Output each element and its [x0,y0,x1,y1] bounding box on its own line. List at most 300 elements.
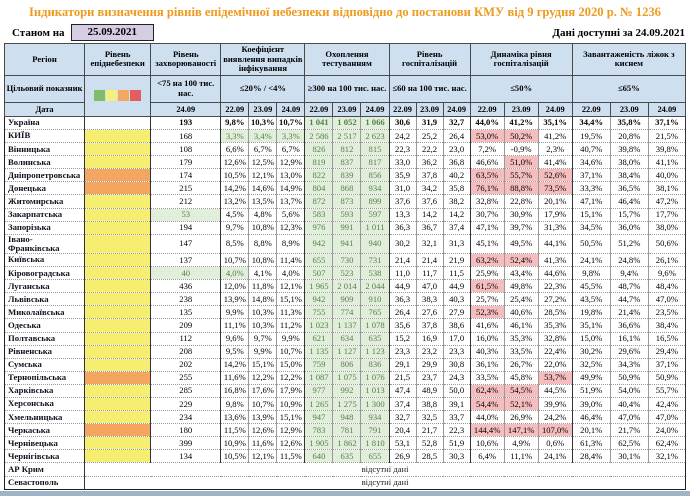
hospitalization-level-value: 30,3 [443,450,470,463]
hospitalization-level-value: 31,3 [443,234,470,253]
hospitalization-dynamics-value: 46,1% [504,319,538,332]
table-row [5,463,686,476]
hospitalization-dynamics-value: 6,4% [470,450,504,463]
oxygen-beds-value: 47,0% [648,293,685,306]
testing-value: 1 137 [333,319,361,332]
oxygen-beds-value: 40,7% [572,143,610,156]
hospitalization-dynamics-value: 50,2% [504,129,538,142]
testing-value: 621 [305,332,333,345]
oxygen-beds-value: 16,1% [610,332,648,345]
table-row [5,319,686,332]
testing-value: 2 623 [361,129,389,142]
region-name: Севастополь [5,476,85,489]
hospitalization-dynamics-value: 32,8% [470,195,504,208]
detection-coef-value: 10,3% [249,116,277,129]
detection-coef-value: 9,9% [277,332,305,345]
oxygen-beds-value: 46,4% [610,195,648,208]
detection-coef-value: 10,8% [249,253,277,266]
hospitalization-level-value: 24,3 [443,371,470,384]
detection-coef-value: 11,2% [277,319,305,332]
table-row [5,182,686,195]
detection-coef-value: 3,3% [277,129,305,142]
incidence-value: 134 [151,450,221,463]
incidence-value: 215 [151,182,221,195]
detection-coef-value: 12,5% [249,156,277,169]
hospitalization-level-value: 21,7 [416,424,443,437]
hospitalization-dynamics-value: 30,7% [470,208,504,221]
detection-coef-value: 10,8% [249,221,277,234]
region-name: Івано-Франківська [5,234,85,253]
detection-coef-value: 15,1% [277,293,305,306]
region-name: Житомирська [5,195,85,208]
detection-coef-value: 10,5% [221,169,249,182]
date-header-cell: 22.09 [470,102,504,116]
epidemic-level-cell [85,358,151,371]
no-data-cell: відсутні дані [85,476,686,489]
incidence-value: 436 [151,280,221,293]
group-header-detection-coef: Коефіцієнт виявлення випадків інфікування [221,44,305,76]
oxygen-beds-value: 38,0% [648,221,685,234]
testing-value: 1 275 [333,398,361,411]
oxygen-beds-value: 35,8% [610,116,648,129]
hospitalization-level-value: 40,2 [443,169,470,182]
table-row [5,293,686,306]
epidemic-level-cell [85,319,151,332]
date-header-cell: 23.09 [610,102,648,116]
table-row [5,234,686,253]
region-name: Запорізька [5,221,85,234]
hospitalization-dynamics-value: 73,5% [538,182,572,195]
testing-value: 934 [361,411,389,424]
testing-value: 634 [333,332,361,345]
hospitalization-level-value: 36,3 [389,293,416,306]
epidemic-level-cell [85,411,151,424]
detection-coef-value: 12,3% [277,221,305,234]
testing-value: 822 [305,169,333,182]
hospitalization-level-value: 36,3 [389,221,416,234]
hospitalization-dynamics-value: 44,5% [538,384,572,397]
region-name: Тернопільська [5,371,85,384]
detection-coef-value: 6,7% [277,143,305,156]
oxygen-beds-value: 54,0% [610,384,648,397]
detection-coef-value: 10,7% [249,398,277,411]
incidence-value: 399 [151,437,221,450]
hospitalization-level-value: 36,7 [416,221,443,234]
hospitalization-dynamics-value: 39,9% [538,398,572,411]
incidence-value: 212 [151,195,221,208]
region-name: Кіровоградська [5,267,85,280]
oxygen-beds-value: 15,7% [610,208,648,221]
incidence-value: 108 [151,143,221,156]
table-body [5,116,686,489]
hospitalization-dynamics-value: 88,8% [504,182,538,195]
detection-coef-value: 12,9% [277,424,305,437]
testing-value: 942 [305,234,333,253]
oxygen-beds-value: 29,6% [610,345,648,358]
detection-coef-value: 9,8% [221,398,249,411]
hospitalization-level-value: 36,2 [416,156,443,169]
oxygen-beds-value: 34,4% [572,116,610,129]
hospitalization-level-value: 38,8 [416,398,443,411]
testing-value: 640 [305,450,333,463]
target-row-header: Цільовий показник [5,75,85,102]
hospitalization-level-value: 29,1 [389,358,416,371]
hospitalization-level-value: 35,6 [389,319,416,332]
table-row [5,208,686,221]
hospitalization-level-value: 47,0 [416,280,443,293]
hospitalization-level-value: 21,9 [443,253,470,266]
testing-value: 812 [333,143,361,156]
oxygen-beds-value: 40,4% [610,398,648,411]
oxygen-beds-value: 21,4% [610,306,648,319]
hospitalization-dynamics-value: 10,6% [470,437,504,450]
oxygen-beds-value: 15,0% [572,332,610,345]
group-header-hospitalization-level: Рівень госпіталізацій [389,44,470,76]
hospitalization-level-value: 30,8 [443,358,470,371]
oxygen-beds-value: 47,1% [572,195,610,208]
region-name: Миколаївська [5,306,85,319]
testing-value: 781 [333,424,361,437]
oxygen-beds-value: 62,5% [610,437,648,450]
epidemic-level-header: Рівень епіднебезпеки [85,44,151,76]
oxygen-beds-value: 9,4% [610,267,648,280]
hospitalization-level-value: 28,5 [416,450,443,463]
detection-coef-value: 10,9% [277,398,305,411]
oxygen-beds-value: 48,4% [648,280,685,293]
oxygen-beds-value: 38,4% [648,319,685,332]
detection-coef-value: 8,8% [249,234,277,253]
detection-coef-value: 10,3% [249,319,277,332]
hospitalization-level-value: 37,4 [389,398,416,411]
oxygen-beds-value: 41,1% [648,156,685,169]
oxygen-beds-value: 9,8% [572,267,610,280]
table-row [5,116,686,129]
table-row [5,267,686,280]
oxygen-beds-value: 50,9% [610,371,648,384]
incidence-value: 238 [151,293,221,306]
hospitalization-level-value: 52,8 [416,437,443,450]
hospitalization-dynamics-value: 41,2% [504,116,538,129]
testing-value: 1 013 [361,384,389,397]
oxygen-beds-value: 9,6% [648,267,685,280]
testing-value: 1 862 [333,437,361,450]
detection-coef-value: 11,4% [277,253,305,266]
testing-value: 1 076 [361,371,389,384]
oxygen-beds-value: 44,7% [610,293,648,306]
testing-value: 1 078 [361,319,389,332]
oxygen-beds-value: 50,6% [648,234,685,253]
detection-coef-value: 13,2% [221,195,249,208]
oxygen-beds-value: 50,9% [648,371,685,384]
incidence-value: 193 [151,116,221,129]
detection-coef-value: 12,2% [277,371,305,384]
oxygen-beds-value: 34,6% [572,156,610,169]
testing-value: 1 265 [305,398,333,411]
testing-value: 899 [361,195,389,208]
oxygen-beds-value: 39,8% [610,143,648,156]
detection-coef-value: 12,1% [249,450,277,463]
testing-value: 817 [361,156,389,169]
region-name: Хмельницька [5,411,85,424]
hospitalization-level-value: 14,2 [416,208,443,221]
hospitalization-dynamics-value: 35,3% [504,332,538,345]
oxygen-beds-value: 45,5% [572,280,610,293]
detection-coef-value: 14,6% [249,182,277,195]
table-row [5,253,686,266]
detection-coef-value: 8,9% [277,234,305,253]
table-row [5,195,686,208]
detection-coef-value: 10,3% [249,306,277,319]
epidemic-level-cell [85,280,151,293]
epidemic-level-cell [85,234,151,253]
epidemic-level-cell [85,267,151,280]
region-name: Вінницька [5,143,85,156]
hospitalization-dynamics-value: 35,3% [538,319,572,332]
detection-coef-value: 12,6% [221,156,249,169]
hospitalization-dynamics-value: 40,6% [504,306,538,319]
testing-value: 774 [333,306,361,319]
oxygen-beds-value: 36,0% [610,221,648,234]
epidemic-level-cell [85,143,151,156]
hospitalization-level-value: 53,1 [389,437,416,450]
detection-coef-value: 11,5% [277,450,305,463]
hospitalization-level-value: 23,3 [443,345,470,358]
hospitalization-level-value: 22,2 [416,143,443,156]
detection-coef-value: 4,8% [249,208,277,221]
detection-coef-value: 11,6% [221,371,249,384]
oxygen-beds-value: 39,8% [648,143,685,156]
testing-value: 1 127 [333,345,361,358]
hospitalization-level-value: 37,8 [416,319,443,332]
oxygen-beds-value: 43,5% [572,293,610,306]
hospitalization-dynamics-value: 16,0% [470,332,504,345]
region-name: Львівська [5,293,85,306]
oxygen-beds-value: 24,8% [610,253,648,266]
region-name: Полтавська [5,332,85,345]
table-row [5,156,686,169]
oxygen-beds-value: 19,8% [572,306,610,319]
hospitalization-dynamics-value: 49,8% [504,280,538,293]
oxygen-beds-value: 35,1% [572,319,610,332]
detection-coef-value: 9,8% [221,116,249,129]
testing-value: 868 [333,182,361,195]
testing-value: 872 [305,195,333,208]
testing-value: 2 014 [333,280,361,293]
epidemic-level-cell [85,221,151,234]
testing-value: 947 [305,411,333,424]
hospitalization-dynamics-value: 41,4% [538,156,572,169]
hospitalization-dynamics-value: 22,4% [538,345,572,358]
table-row [5,411,686,424]
region-name: Київська [5,253,85,266]
hospitalization-dynamics-value: 63,5% [470,169,504,182]
oxygen-beds-value: 32,5% [572,358,610,371]
epidemic-level-cell [85,371,151,384]
oxygen-beds-value: 23,5% [648,306,685,319]
hospitalization-dynamics-value: 41,6% [470,319,504,332]
oxygen-beds-value: 38,1% [648,182,685,195]
detection-coef-value: 13,0% [277,169,305,182]
incidence-value: 194 [151,221,221,234]
incidence-value: 255 [151,371,221,384]
hospitalization-level-value: 30,2 [389,234,416,253]
table-row [5,437,686,450]
incidence-value: 208 [151,345,221,358]
detection-coef-value: 12,2% [249,371,277,384]
hospitalization-level-value: 39,1 [443,398,470,411]
hospitalization-level-value: 26,4 [389,306,416,319]
date-header-cell: 23.09 [333,102,361,116]
detection-coef-value: 10,7% [221,253,249,266]
detection-coef-value: 12,1% [277,280,305,293]
target-incidence: <75 на 100 тис. нас. [151,75,221,102]
incidence-value: 174 [151,169,221,182]
testing-value: 991 [333,221,361,234]
region-name: КИЇВ [5,129,85,142]
hospitalization-dynamics-value: 27,2% [538,293,572,306]
oxygen-beds-value: 36,6% [610,319,648,332]
hospitalization-dynamics-value: 43,4% [504,267,538,280]
oxygen-beds-value: 50,5% [572,234,610,253]
hospitalization-level-value: 21,4 [389,253,416,266]
hospitalization-dynamics-value: 54,4% [470,398,504,411]
testing-value: 815 [361,143,389,156]
hospitalization-dynamics-value: 52,1% [504,398,538,411]
oxygen-beds-value: 17,7% [648,208,685,221]
hospitalization-level-value: 27,9 [443,306,470,319]
testing-value: 941 [333,234,361,253]
hospitalization-level-value: 23,3 [389,345,416,358]
hospitalization-level-value: 32,7 [443,116,470,129]
date-header-cell: 22.09 [305,102,333,116]
table-row [5,398,686,411]
epidemic-level-cell [85,169,151,182]
testing-value: 1 075 [333,371,361,384]
hospitalization-dynamics-value: 22,8% [504,195,538,208]
region-name: Луганська [5,280,85,293]
status-bar [12,23,685,42]
table-row [5,306,686,319]
hospitalization-dynamics-value: 44,6% [538,267,572,280]
hospitalization-dynamics-value: 45,8% [504,371,538,384]
oxygen-beds-value: 61,3% [572,437,610,450]
hospitalization-level-value: 11,0 [389,267,416,280]
hospitalization-dynamics-value: 41,2% [538,129,572,142]
hospitalization-level-value: 44,9 [389,280,416,293]
oxygen-beds-value: 24,1% [572,253,610,266]
testing-value: 507 [305,267,333,280]
hospitalization-level-value: 27,6 [416,306,443,319]
detection-coef-value: 10,7% [277,345,305,358]
incidence-value: 112 [151,332,221,345]
target-hospitalization-level: ≤60 на 100 тис. нас. [389,75,470,102]
testing-value: 523 [333,267,361,280]
detection-coef-value: 11,1% [221,319,249,332]
detection-coef-value: 13,9% [249,411,277,424]
oxygen-beds-value: 19,5% [572,129,610,142]
hospitalization-dynamics-value: 25,4% [504,293,538,306]
hospitalization-level-value: 35,8 [443,182,470,195]
hospitalization-level-value: 25,2 [416,129,443,142]
legend-yellow-square [106,90,117,101]
epidemic-level-cell [85,306,151,319]
oxygen-beds-value: 21,7% [610,424,648,437]
date-header-cell: 22.09 [389,102,416,116]
epidemic-level-cell [85,253,151,266]
epidemic-level-cell [85,208,151,221]
hospitalization-level-value: 35,9 [389,169,416,182]
testing-value: 839 [333,169,361,182]
testing-value: 1 041 [305,116,333,129]
hospitalization-dynamics-value: 107,0% [538,424,572,437]
epidemic-level-cell [85,345,151,358]
hospitalization-dynamics-value: 41,3% [538,253,572,266]
target-hospitalization-dynamics: ≤50% [470,75,572,102]
testing-value: 856 [361,169,389,182]
testing-value: 940 [361,234,389,253]
hospitalization-level-value: 29,9 [416,358,443,371]
detection-coef-value: 8,5% [221,234,249,253]
oxygen-beds-value: 20,1% [572,424,610,437]
table-row [5,371,686,384]
detection-coef-value: 6,6% [221,143,249,156]
oxygen-beds-value: 28,4% [572,450,610,463]
epidemic-level-cell [85,129,151,142]
detection-coef-value: 4,0% [277,267,305,280]
hospitalization-dynamics-value: 52,3% [470,306,504,319]
testing-value: 2 044 [361,280,389,293]
detection-coef-value: 9,7% [249,332,277,345]
hospitalization-level-value: 30,6 [389,116,416,129]
epidemic-level-cell [85,182,151,195]
detection-coef-value: 11,8% [249,280,277,293]
oxygen-beds-value: 51,2% [610,234,648,253]
oxygen-beds-value: 37,1% [572,169,610,182]
hospitalization-dynamics-value: 54,5% [504,384,538,397]
testing-value: 783 [305,424,333,437]
testing-value: 910 [361,293,389,306]
hospitalization-dynamics-value: 25,7% [470,293,504,306]
oxygen-beds-value: 32,1% [648,450,685,463]
testing-value: 992 [333,384,361,397]
detection-coef-value: 17,9% [277,384,305,397]
oxygen-beds-value: 33,3% [572,182,610,195]
hospitalization-level-value: 37,6 [416,195,443,208]
hospitalization-level-value: 37,6 [389,195,416,208]
testing-value: 977 [305,384,333,397]
testing-value: 1 123 [361,345,389,358]
region-name: Дніпропетровська [5,169,85,182]
hospitalization-dynamics-value: 26,7% [504,358,538,371]
oxygen-beds-value: 48,7% [610,280,648,293]
hospitalization-level-value: 23,2 [416,345,443,358]
hospitalization-dynamics-value: 17,9% [538,208,572,221]
date-header-cell: 22.09 [572,102,610,116]
testing-value: 765 [361,306,389,319]
incidence-value: 135 [151,306,221,319]
target-detection-coef: ≤20% / <4% [221,75,305,102]
hospitalization-level-value: 26,4 [443,129,470,142]
hospitalization-dynamics-value: 30,9% [504,208,538,221]
epidemic-level-cell [85,195,151,208]
as-of-date-box: 25.09.2021 [71,24,155,41]
table-header [5,44,686,117]
hospitalization-dynamics-value: 147,1% [504,424,538,437]
region-name: Одеська [5,319,85,332]
hospitalization-dynamics-value: 35,1% [538,116,572,129]
testing-value: 1 905 [305,437,333,450]
testing-value: 597 [361,208,389,221]
